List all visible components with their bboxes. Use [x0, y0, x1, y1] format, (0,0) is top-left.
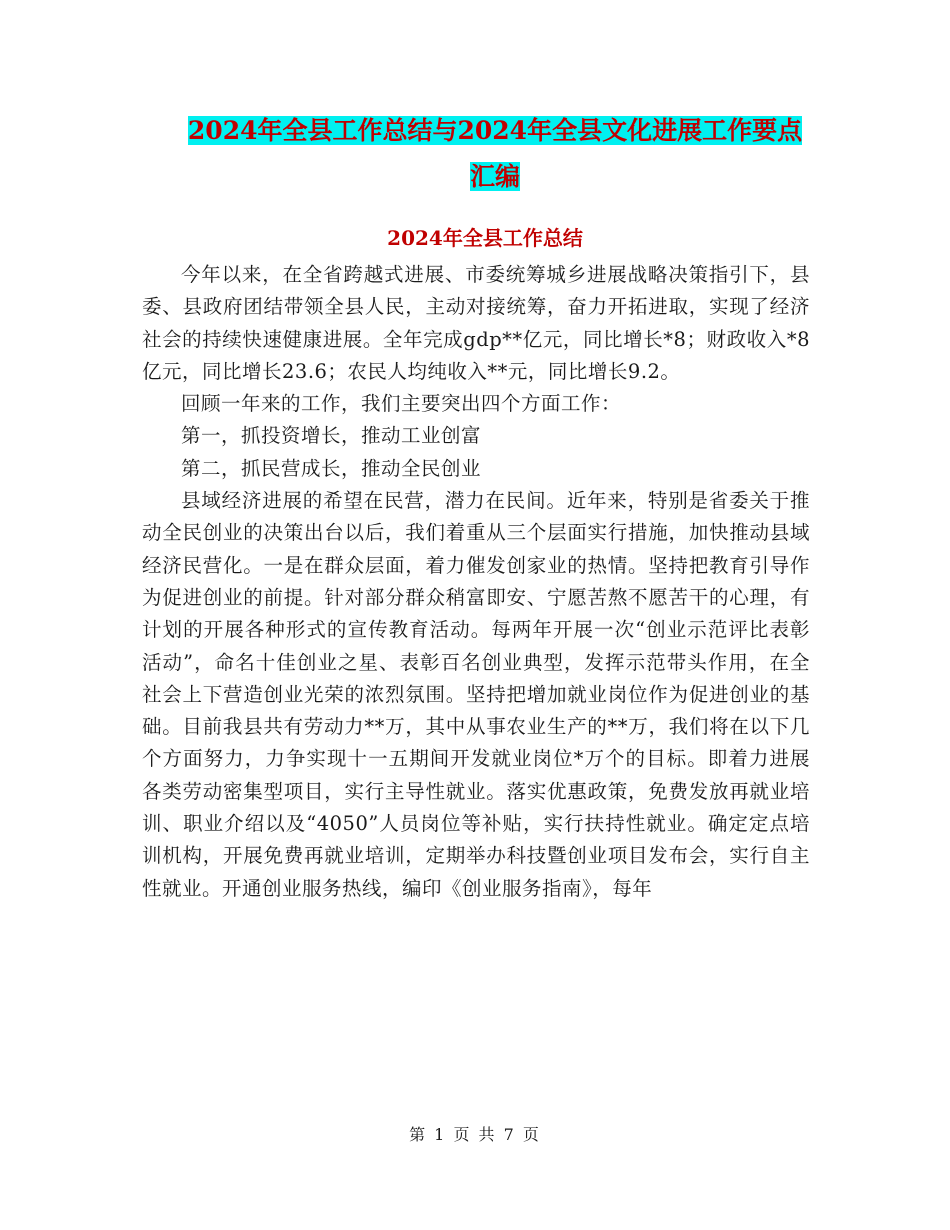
section-title: 2024年全县工作总结	[387, 226, 583, 250]
document-title-line1: 2024年全县工作总结与2024年全县文化进展工作要点	[187, 116, 803, 145]
document-title-line2: 汇编	[469, 162, 520, 191]
paragraph-review: 回顾一年来的工作，我们主要突出四个方面工作：	[181, 392, 622, 416]
page-number: 第 1 页 共 7 页	[409, 1125, 541, 1144]
paragraph-private-economy: 县域经济进展的希望在民营，潜力在民间。近年来，特别是省委关于推动全民创业的决策出台以后，我们着重从三个层面实行措施，加快推动县域经济民营化。一是在群众层面，着力催发创家业的热情。坚持把教育引导作为促进创业的前提。针对部分群众稍富即安、宁愿苦熬不愿苦干的心理，有计划的开展各种形式的宣传教育活动。每两年开展一次“创业示范评比表彰活动”，命名十佳创业之星、表彰百名创业典型，发挥示范带头作用，在全社会上下营造创业光荣的浓烈氛围。坚持把增加就业岗位作为促进创业的基础。目前我县共有劳动力**万，其中从事农业生产的**万，我们将在以下几个方面努力，力争实现十一五期间开发就业岗位*万个的目标。即着力进展各类劳动密集型项目，实行主导性就业。落实优惠政策，免费发放再就业培训、职业介绍以及“4050”人员岗位等补贴，实行扶持性就业。确定定点培训机构，开展免费再就业培训，定期举办科技暨创业项目发布会，实行自主性就业。开通创业服务热线，编印《创业服务指南》，每年	[142, 489, 810, 900]
paragraph-intro: 今年以来，在全省跨越式进展、市委统筹城乡进展战略决策指引下，县委、县政府团结带领全县人民，主动对接统筹，奋力开拓进取，实现了经济社会的持续快速健康进展。全年完成gdp**亿元，同比增长*8；财政收入*8亿元，同比增长23.6；农民人均纯收入**元，同比增长9.2。	[142, 263, 810, 383]
document-body	[142, 259, 810, 905]
paragraph-point-two: 第二，抓民营成长，推动全民创业	[181, 456, 482, 480]
paragraph-point-one: 第一，抓投资增长，推动工业创富	[181, 424, 482, 448]
document-title	[140, 108, 850, 200]
